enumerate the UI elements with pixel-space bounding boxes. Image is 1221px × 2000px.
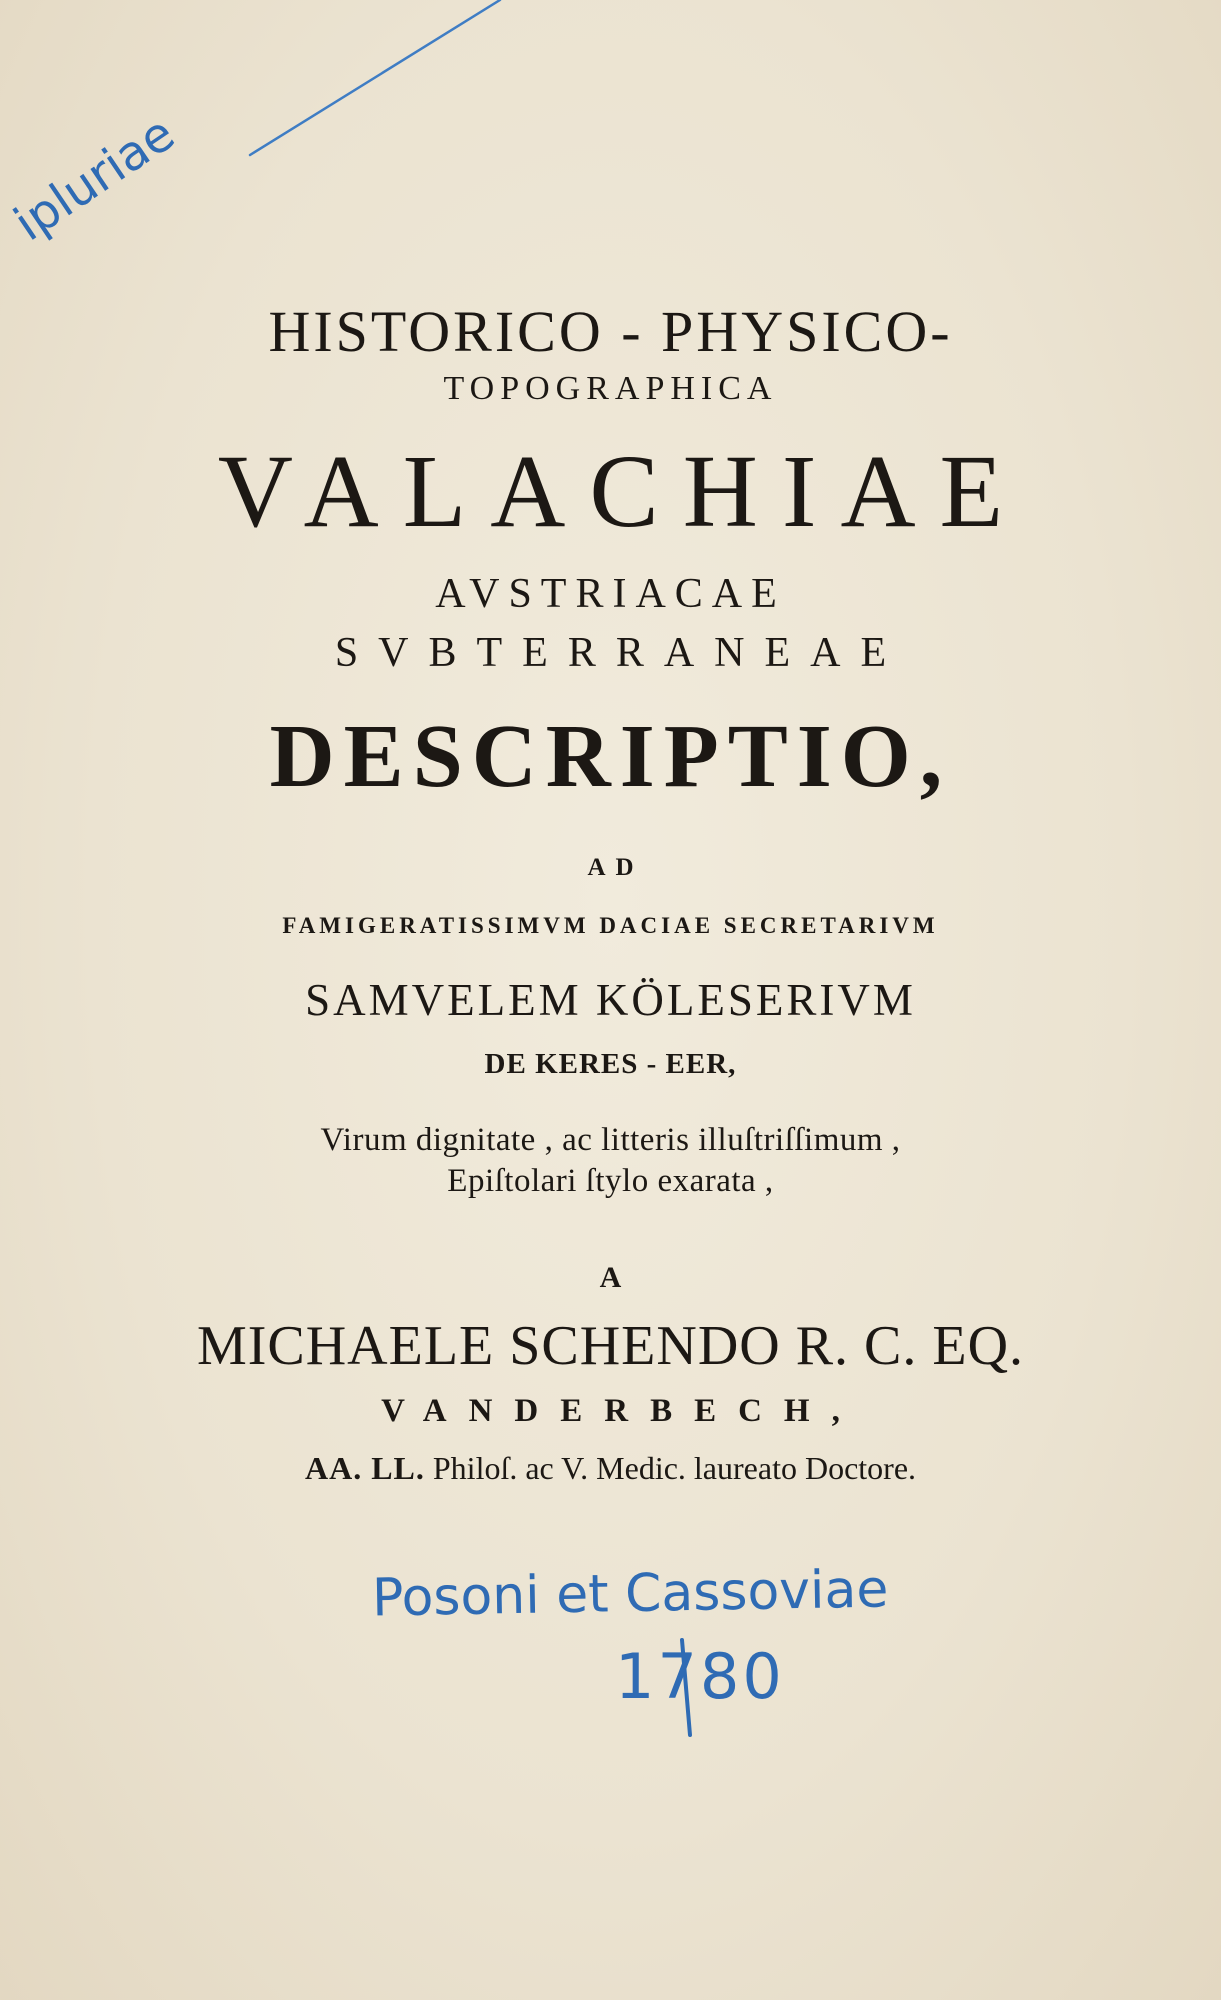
epistolary-note: Epiſtolari ſtylo exarata ,: [447, 1163, 774, 1199]
dedicatee-name: SAMVELEM KÖLESERIVM: [305, 975, 916, 1025]
title-line-valachiae: VALACHIAE: [217, 434, 1028, 549]
title-line-topographica: TOPOGRAPHICA: [443, 370, 778, 407]
dedicatee-praise: Virum dignitate , ac litteris illuſtriſſimum ,: [320, 1122, 901, 1158]
title-line-descriptio: DESCRIPTIO,: [269, 707, 952, 806]
dedicatee-place: DE KERES - EER,: [484, 1048, 737, 1080]
handwritten-top-note: ipluriae: [4, 105, 185, 253]
author-credentials-rest: Philoſ. ac V. Medic. laureato Doctore.: [432, 1450, 917, 1486]
author-preposition: A: [599, 1261, 622, 1294]
handwritten-place: Posoni et Cassoviae: [371, 1559, 889, 1629]
title-line-historico-physico: HISTORICO - PHYSICO-: [268, 299, 953, 364]
pen-diagonal-stroke: [250, 0, 500, 155]
dedication-secretary: FAMIGERATISSIMVM DACIAE SECRETARIVM: [282, 913, 939, 938]
title-line-austriacae: AVSTRIACAE: [435, 571, 786, 617]
author-name: MICHAELE SCHENDO R. C. EQ.: [196, 1315, 1025, 1377]
author-surname: VANDERBECH,: [381, 1393, 862, 1429]
handwritten-year: 1780: [615, 1640, 785, 1713]
author-credentials: [0, 1452, 1221, 1484]
title-line-subterraneae: SVBTERRANEAE: [334, 630, 907, 676]
dedication-ad: AD: [587, 854, 644, 881]
author-credentials-degree: AA. LL.: [304, 1450, 425, 1486]
